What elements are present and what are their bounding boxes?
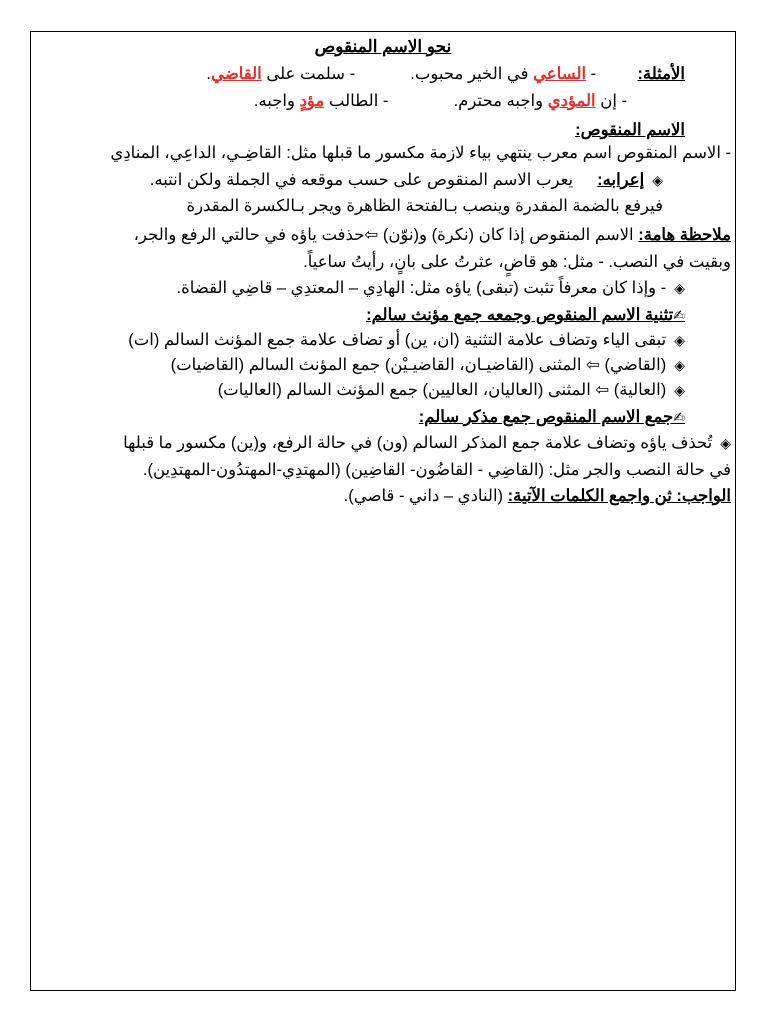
note-heading: ملاحظة هامة: (638, 226, 731, 244)
note-line-2: وبقيت في النصب. - مثل: هو قاضٍ، عثرتُ على بانٍ، رأيتُ ساعياً. (303, 253, 731, 271)
example-4: - الطالب مؤدٍ واجبه. (253, 92, 389, 110)
plural-heading: ✍جمع الاسم المنقوص جمع مذكر سالم: (418, 408, 685, 426)
dual-line-3: ◈(العالية) ⇦ المثنى (العاليان، العاليين) جمع المؤنث السالم (العاليات) (217, 381, 685, 399)
examples-heading: الأمثلة: (637, 65, 685, 83)
diamond-bullet-icon: ◈ (720, 436, 731, 452)
irab-line-1: يعرب الاسم المنقوص على حسب موقعه في الجملة ولكن انتبه. (149, 171, 574, 189)
homework-heading: الواجب: ثن واجمع الكلمات الآتية: (507, 487, 731, 505)
plural-line-1: ◈تُحذف ياؤه وتضاف علامة جمع المذكر السالم (ون) في حالة الرفع، و(ين) مكسور ما قبلها (123, 434, 731, 452)
homework-line: الواجب: ثن واجمع الكلمات الآتية: (النادي – داني - قاصي). (343, 487, 731, 505)
example-3: - إن المؤدي واجبه محترم. (453, 92, 627, 110)
diamond-bullet-icon: ◈ (652, 173, 663, 189)
example-2: - سلمت على القاضي. (206, 65, 356, 83)
note-line-1: ملاحظة هامة: الاسم المنقوص إذا كان (نكرة) و(نوّن) ⇦حذفت ياؤه في حالتي الرفع والجر، (133, 226, 731, 244)
diamond-bullet-icon: ◈ (674, 358, 685, 374)
dual-heading: ✍تثنية الاسم المنقوص وجمعه جمع مؤنث سالم: (366, 306, 685, 324)
definition-heading: الاسم المنقوص: (575, 121, 685, 139)
irab-line-2: فيرفع بالضمة المقدرة وينصب بـالفتحة الظاهرة ويجر بـالكسرة المقدرة (186, 197, 663, 215)
irab-row (45, 169, 663, 192)
writing-hand-icon: ✍ (673, 410, 685, 426)
examples-row-1 (45, 63, 685, 85)
dual-line-2: ◈(القاضي) ⇦ المثنى (القاضيـان، القاضيـيْن) جمع المؤنث السالم (القاضيات) (170, 356, 685, 374)
diamond-bullet-icon: ◈ (674, 281, 685, 297)
plural-line-2: في حالة النصب والجر مثل: (القاضِي - القاضُون- القاضِين) (المهتدِي-المهتدُون-المهتدِين). (142, 461, 731, 479)
worksheet-page (30, 31, 736, 991)
example-1: - الساعي في الخير محبوب. (410, 65, 597, 83)
note-line-3: ◈- وإذا كان معرفاً تثبت (تبقى) ياؤه مثل: الهادِي – المعتدِي – قاضِي القضاة. (176, 279, 685, 297)
page-title: نحو الاسم المنقوص (314, 37, 452, 56)
diamond-bullet-icon: ◈ (674, 333, 685, 349)
examples-row-2 (45, 90, 627, 112)
irab-heading: إعرابه: (597, 171, 645, 189)
dual-line-1: ◈تبقى الياء وتضاف علامة التثنية (ان، ين) أو تضاف علامة جمع المؤنث السالم (ات) (128, 331, 685, 349)
definition-text: - الاسم المنقوص اسم معرب ينتهي بياء لازمة مكسور ما قبلها مثل: القاضِـي، الداعِي، المنادِي (110, 144, 731, 162)
writing-hand-icon: ✍ (673, 308, 685, 324)
diamond-bullet-icon: ◈ (674, 383, 685, 399)
